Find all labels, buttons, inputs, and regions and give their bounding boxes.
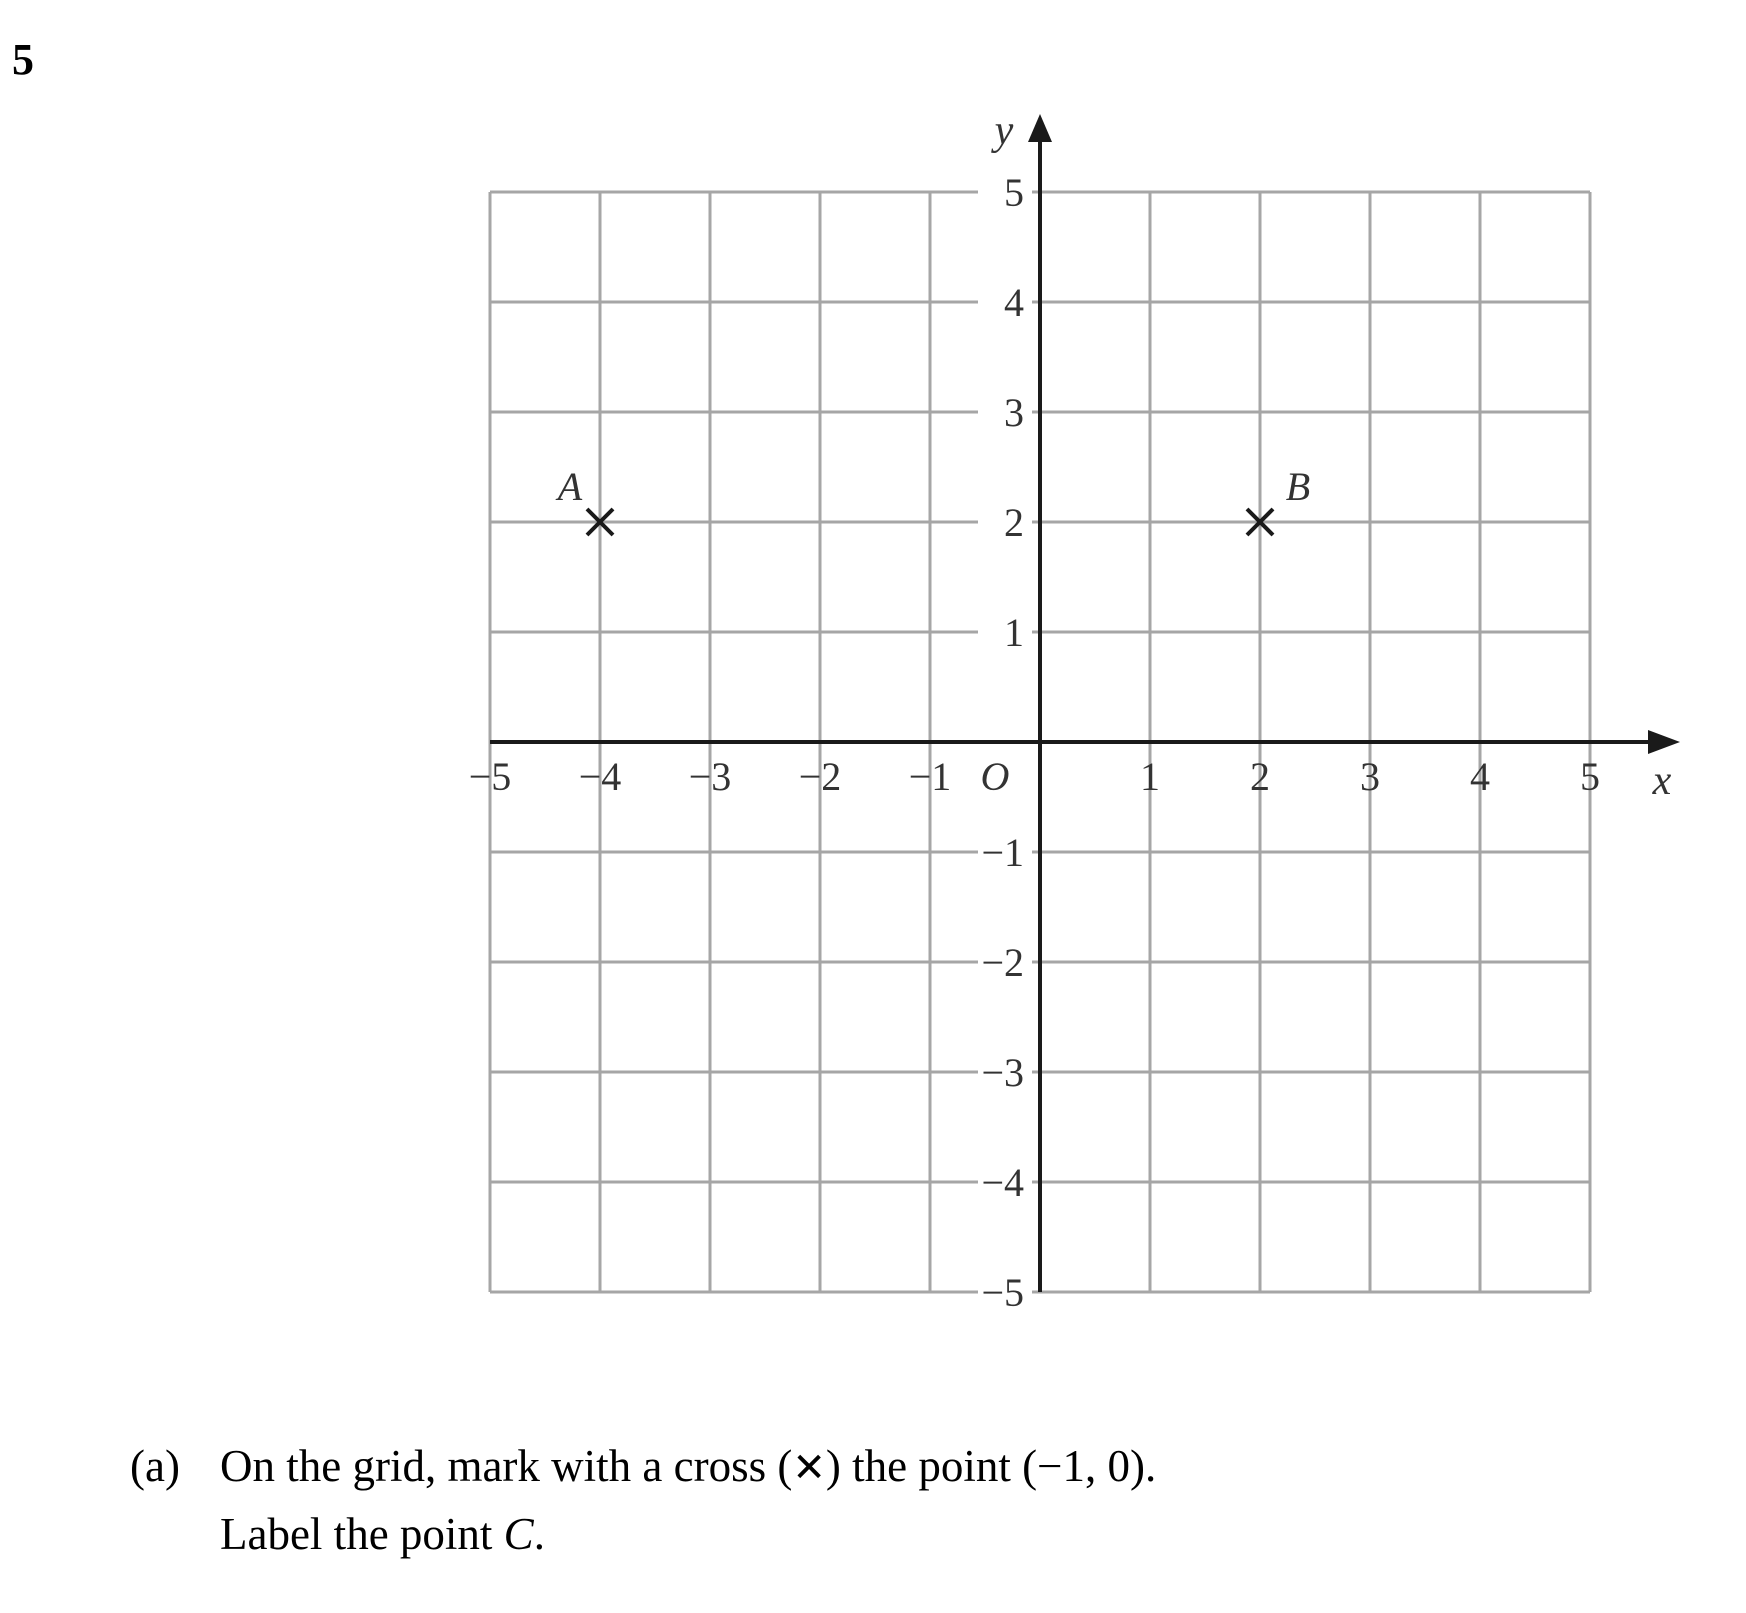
x-tick-label: −2 bbox=[798, 754, 842, 799]
axes bbox=[490, 114, 1680, 1292]
y-tick-label: −4 bbox=[981, 1160, 1024, 1205]
y-tick-label: −3 bbox=[981, 1050, 1024, 1095]
point-b bbox=[1247, 464, 1310, 535]
y-tick-label: −2 bbox=[981, 940, 1024, 985]
part-label: (a) bbox=[130, 1441, 180, 1491]
x-axis-label: x bbox=[1652, 758, 1672, 804]
y-tick-label: 2 bbox=[1004, 500, 1024, 545]
y-tick-label: −5 bbox=[981, 1270, 1024, 1315]
x-tick-label: −4 bbox=[578, 754, 622, 799]
label-instruction: Label the point bbox=[220, 1509, 504, 1560]
y-tick-label: 5 bbox=[1004, 170, 1024, 215]
full-stop: . bbox=[533, 1509, 545, 1560]
point-label: B bbox=[1285, 464, 1311, 509]
x-tick-label: 2 bbox=[1250, 754, 1270, 799]
x-axis-arrow-icon bbox=[1648, 730, 1680, 754]
y-axis-label: y bbox=[994, 108, 1014, 154]
x-tick-label: 3 bbox=[1360, 754, 1380, 799]
x-tick-label: −5 bbox=[468, 754, 512, 799]
x-tick-label: −3 bbox=[688, 754, 732, 799]
instruction-text-end: ) the point (−1, 0). bbox=[825, 1441, 1157, 1491]
y-tick-label: 1 bbox=[1004, 610, 1024, 655]
instruction-text: On the grid, mark with a cross ( bbox=[220, 1441, 793, 1491]
origin-label: O bbox=[980, 754, 1010, 799]
cross-symbol-icon: ✕ bbox=[792, 1445, 826, 1491]
point-a bbox=[555, 464, 613, 535]
instruction-line-2 bbox=[220, 1500, 1156, 1568]
question-number: 5 bbox=[12, 35, 34, 84]
plotted-points bbox=[555, 464, 1310, 535]
x-tick-label: 1 bbox=[1140, 754, 1160, 799]
y-tick-label: 4 bbox=[1004, 280, 1024, 325]
x-tick-label: −1 bbox=[908, 754, 952, 799]
tick-labels bbox=[469, 108, 1672, 1315]
instruction-line-1 bbox=[220, 1432, 1156, 1500]
x-tick-label: 5 bbox=[1580, 754, 1600, 799]
y-tick-label: −1 bbox=[981, 830, 1024, 875]
point-name: C bbox=[503, 1509, 534, 1560]
y-tick-label: 3 bbox=[1004, 390, 1024, 435]
point-label: A bbox=[557, 464, 583, 509]
part-a-text bbox=[220, 1432, 1156, 1569]
x-tick-label: 4 bbox=[1470, 754, 1490, 799]
y-axis-arrow-icon bbox=[1028, 114, 1052, 142]
question-part-a bbox=[130, 1432, 1156, 1569]
